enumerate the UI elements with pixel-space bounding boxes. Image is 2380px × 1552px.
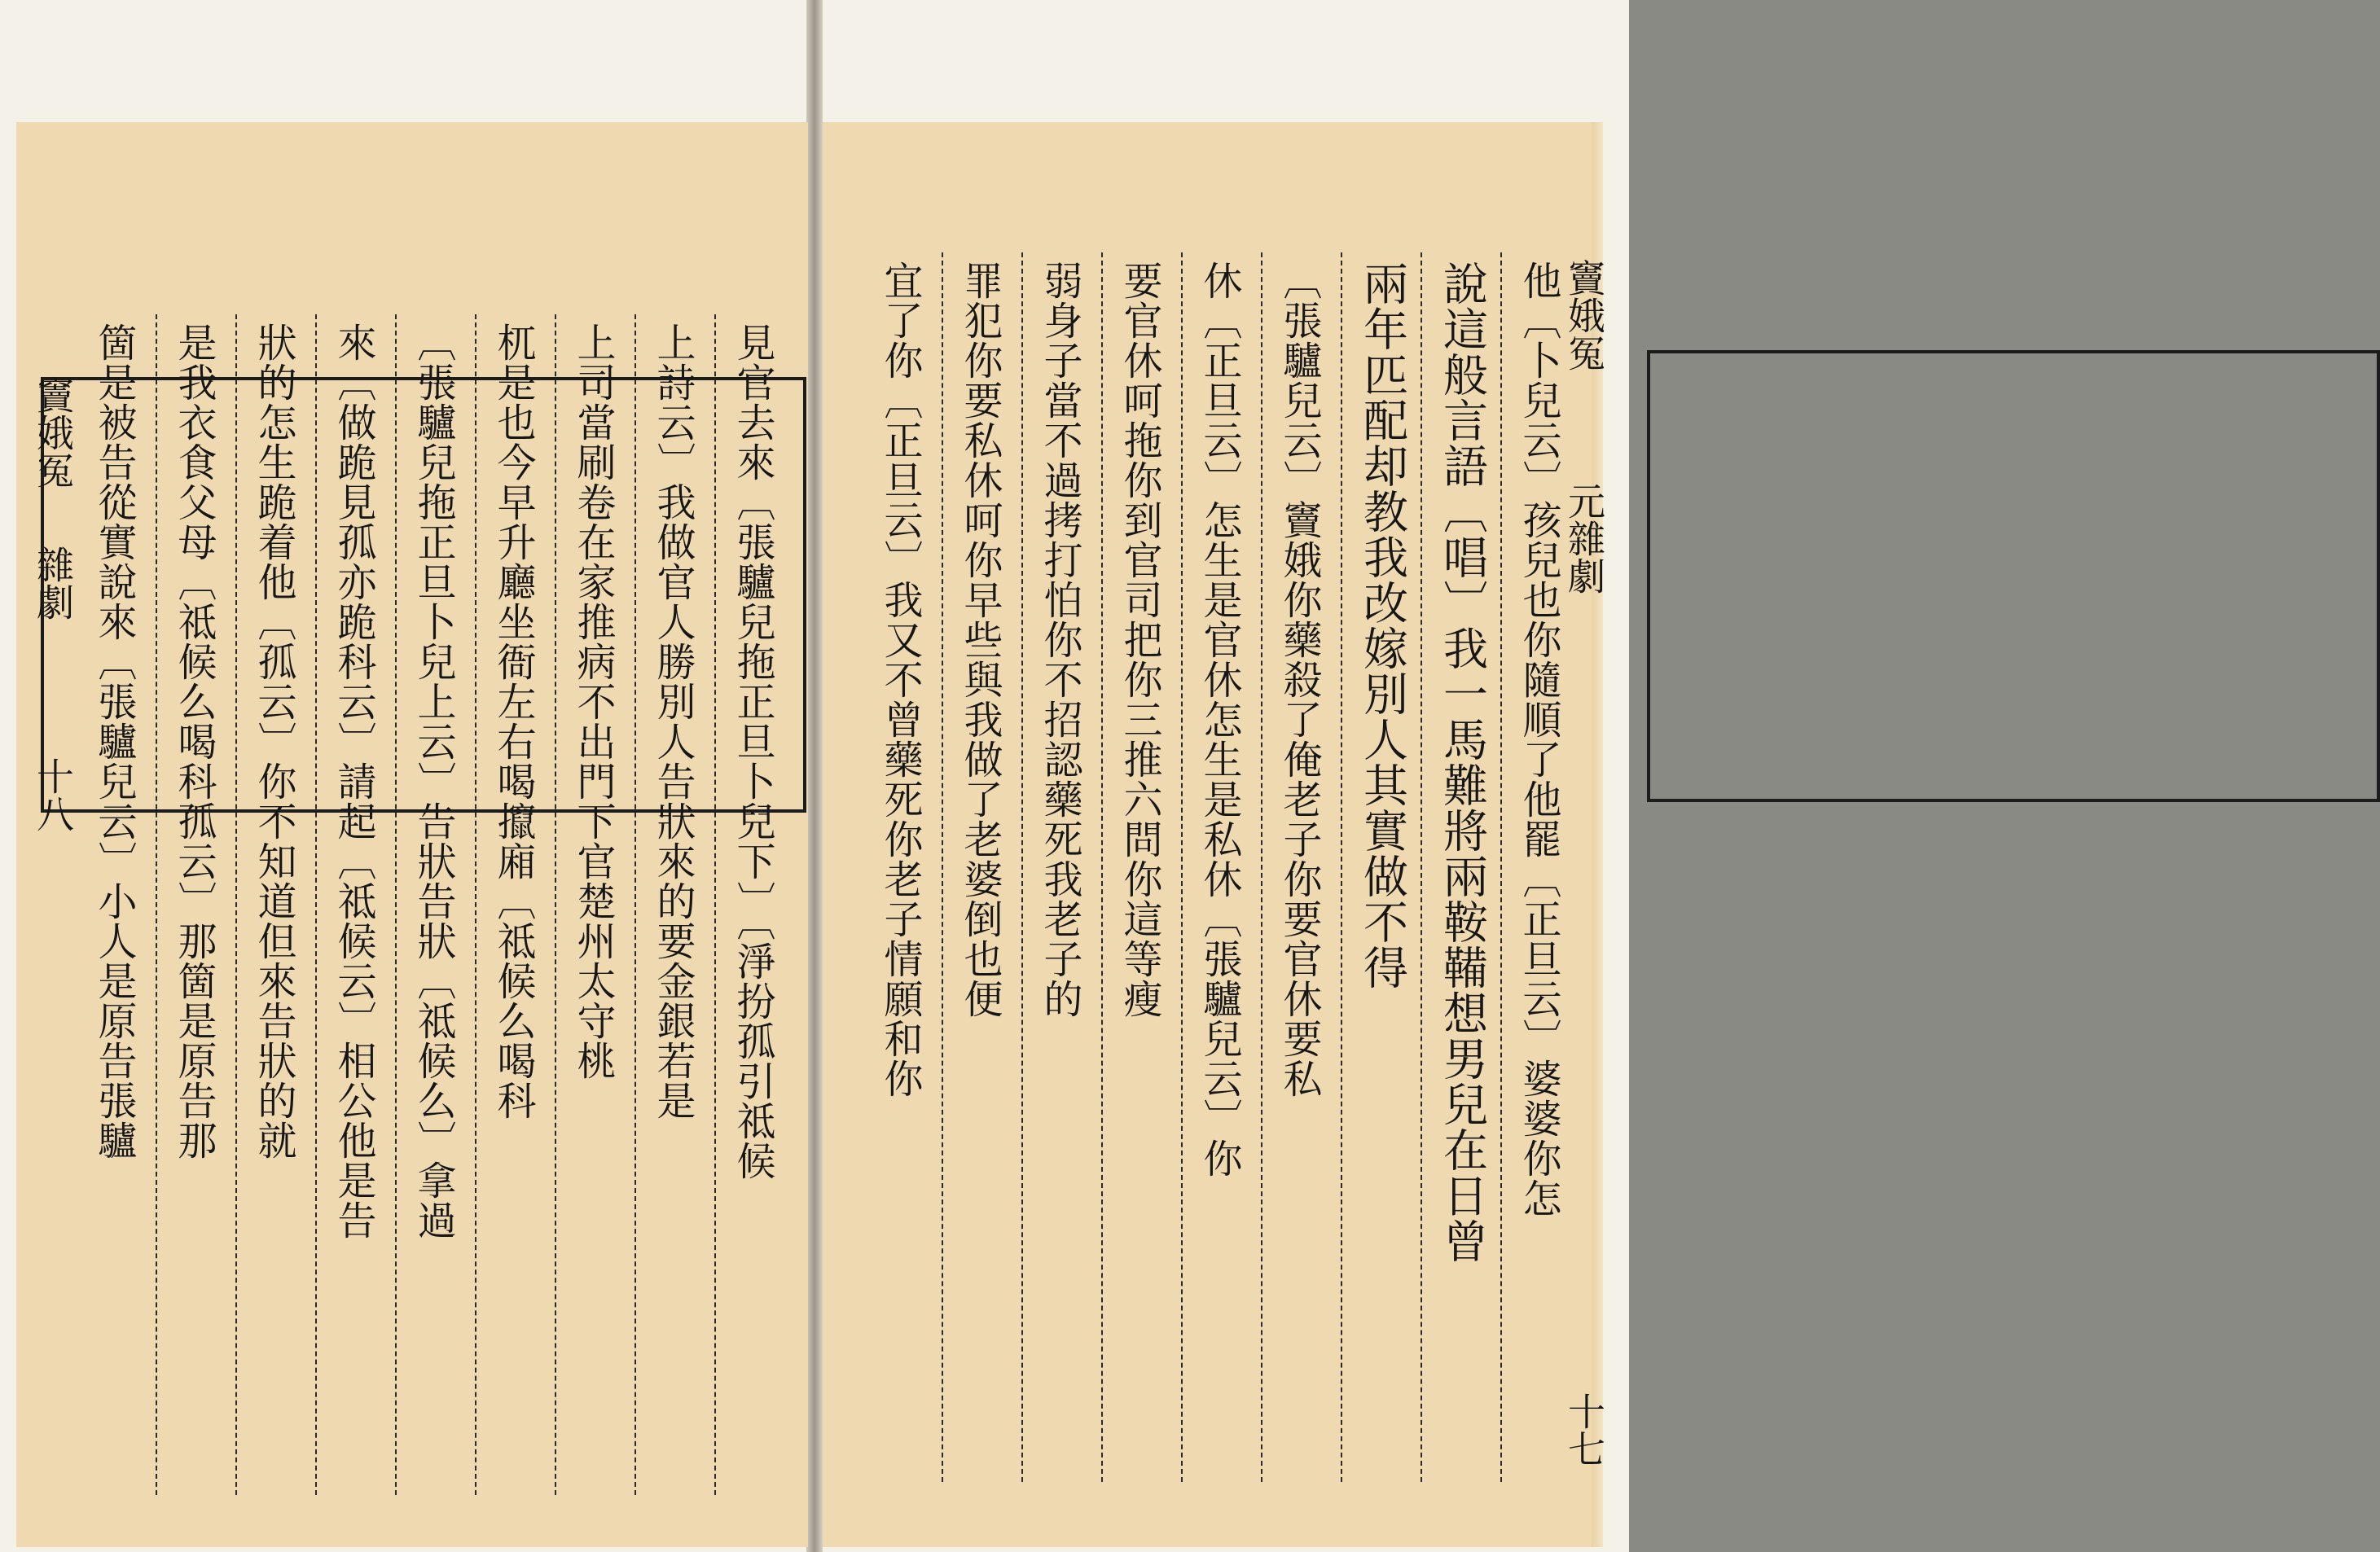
left-margin-folio: 十八 — [31, 757, 75, 832]
text-column — [650, 322, 696, 1495]
column-text: 狀的怎生跪着他〔孤云〕你不知道但來告狀的就 — [251, 322, 296, 1160]
text-column — [171, 322, 217, 1495]
text-column — [1356, 261, 1408, 1482]
column-text: 上司當刷卷在家推病不出門下官楚州太守桃 — [570, 322, 616, 1081]
column-rule — [1421, 252, 1422, 1482]
column-text: 箇是被告從實說來〔張驢兒云〕小人是原告張驢 — [91, 322, 137, 1160]
column-text: 要官休呵拖你到官司把你三推六問你這等瘦 — [1117, 261, 1162, 1019]
column-rule — [475, 314, 476, 1495]
text-column — [1276, 261, 1322, 1482]
column-rule — [1181, 252, 1183, 1482]
column-text: 〔張驢兒云〕竇娥你藥殺了俺老子你要官休要私 — [1276, 261, 1322, 1098]
column-rule — [1341, 252, 1342, 1482]
left-page — [16, 122, 808, 1547]
column-text: 〔張驢兒拖正旦卜兒上云〕告狀告狀〔祗候么〕拿過 — [411, 322, 456, 1240]
column-rule — [555, 314, 556, 1495]
right-page-frame — [1647, 350, 2380, 802]
column-rule — [1101, 252, 1103, 1482]
text-column — [91, 322, 137, 1495]
text-column — [1037, 261, 1082, 1482]
column-rule — [1500, 252, 1502, 1482]
text-column — [1516, 261, 1561, 1482]
column-text: 休〔正旦云〕怎生是官休怎生是私休〔張驢兒云〕你 — [1197, 261, 1242, 1178]
text-column — [1117, 261, 1162, 1482]
text-column — [331, 322, 376, 1495]
text-column — [1197, 261, 1242, 1482]
right-margin-suffix: 元雜劇 — [1562, 482, 1606, 594]
left-margin-title: 竇娥冤 — [31, 376, 75, 489]
right-page — [823, 122, 1606, 1547]
column-text: 說這般言語〔唱〕我一馬難將兩鞍鞴想男兒在日曾 — [1436, 261, 1488, 1264]
text-column — [957, 261, 1003, 1482]
column-rule — [156, 314, 157, 1495]
column-text: 上詩云〕我做官人勝別人告狀來的要金銀若是 — [650, 322, 696, 1120]
text-column — [1436, 261, 1488, 1482]
column-text: 宜了你〔正旦云〕我又不曾藥死你老子情願和你 — [877, 261, 923, 1098]
column-rule — [942, 252, 943, 1482]
text-column — [490, 322, 536, 1495]
column-rule — [1021, 252, 1023, 1482]
text-column — [730, 322, 775, 1495]
column-rule — [235, 314, 237, 1495]
column-rule — [635, 314, 636, 1495]
column-text: 罪犯你要私休呵你早些與我做了老婆倒也便 — [957, 261, 1003, 1019]
right-margin-title: 竇娥冤 — [1562, 259, 1606, 371]
left-margin-suffix: 雜劇 — [31, 546, 75, 620]
column-text: 弱身子當不過拷打怕你不招認藥死我老子的 — [1037, 261, 1082, 1019]
column-text: 他〔卜兒云〕孩兒也你隨順了他罷〔正旦云〕婆婆你怎 — [1516, 261, 1561, 1218]
column-text: 兩年匹配却教我改嫁別人其實做不得 — [1356, 261, 1408, 990]
column-text: 是我衣食父母〔祗候么喝科孤云〕那箇是原告那 — [171, 322, 217, 1160]
text-column — [411, 322, 456, 1495]
text-column — [251, 322, 296, 1495]
column-rule — [714, 314, 716, 1495]
text-column — [570, 322, 616, 1495]
column-rule — [395, 314, 397, 1495]
right-margin-folio: 十七 — [1562, 1392, 1606, 1467]
text-column — [877, 261, 923, 1482]
column-text: 來〔做跪見孤亦跪科云〕請起〔祗候云〕相公他是告 — [331, 322, 376, 1240]
book-gutter — [806, 0, 823, 1552]
column-text: 杌是也今早升廳坐衙左右喝攛廂〔祗候么喝科 — [490, 322, 536, 1120]
column-text: 見官去來〔張驢兒拖正旦卜兒下〕〔淨扮孤引祗候 — [730, 322, 775, 1181]
column-rule — [315, 314, 317, 1495]
column-rule — [1261, 252, 1262, 1482]
